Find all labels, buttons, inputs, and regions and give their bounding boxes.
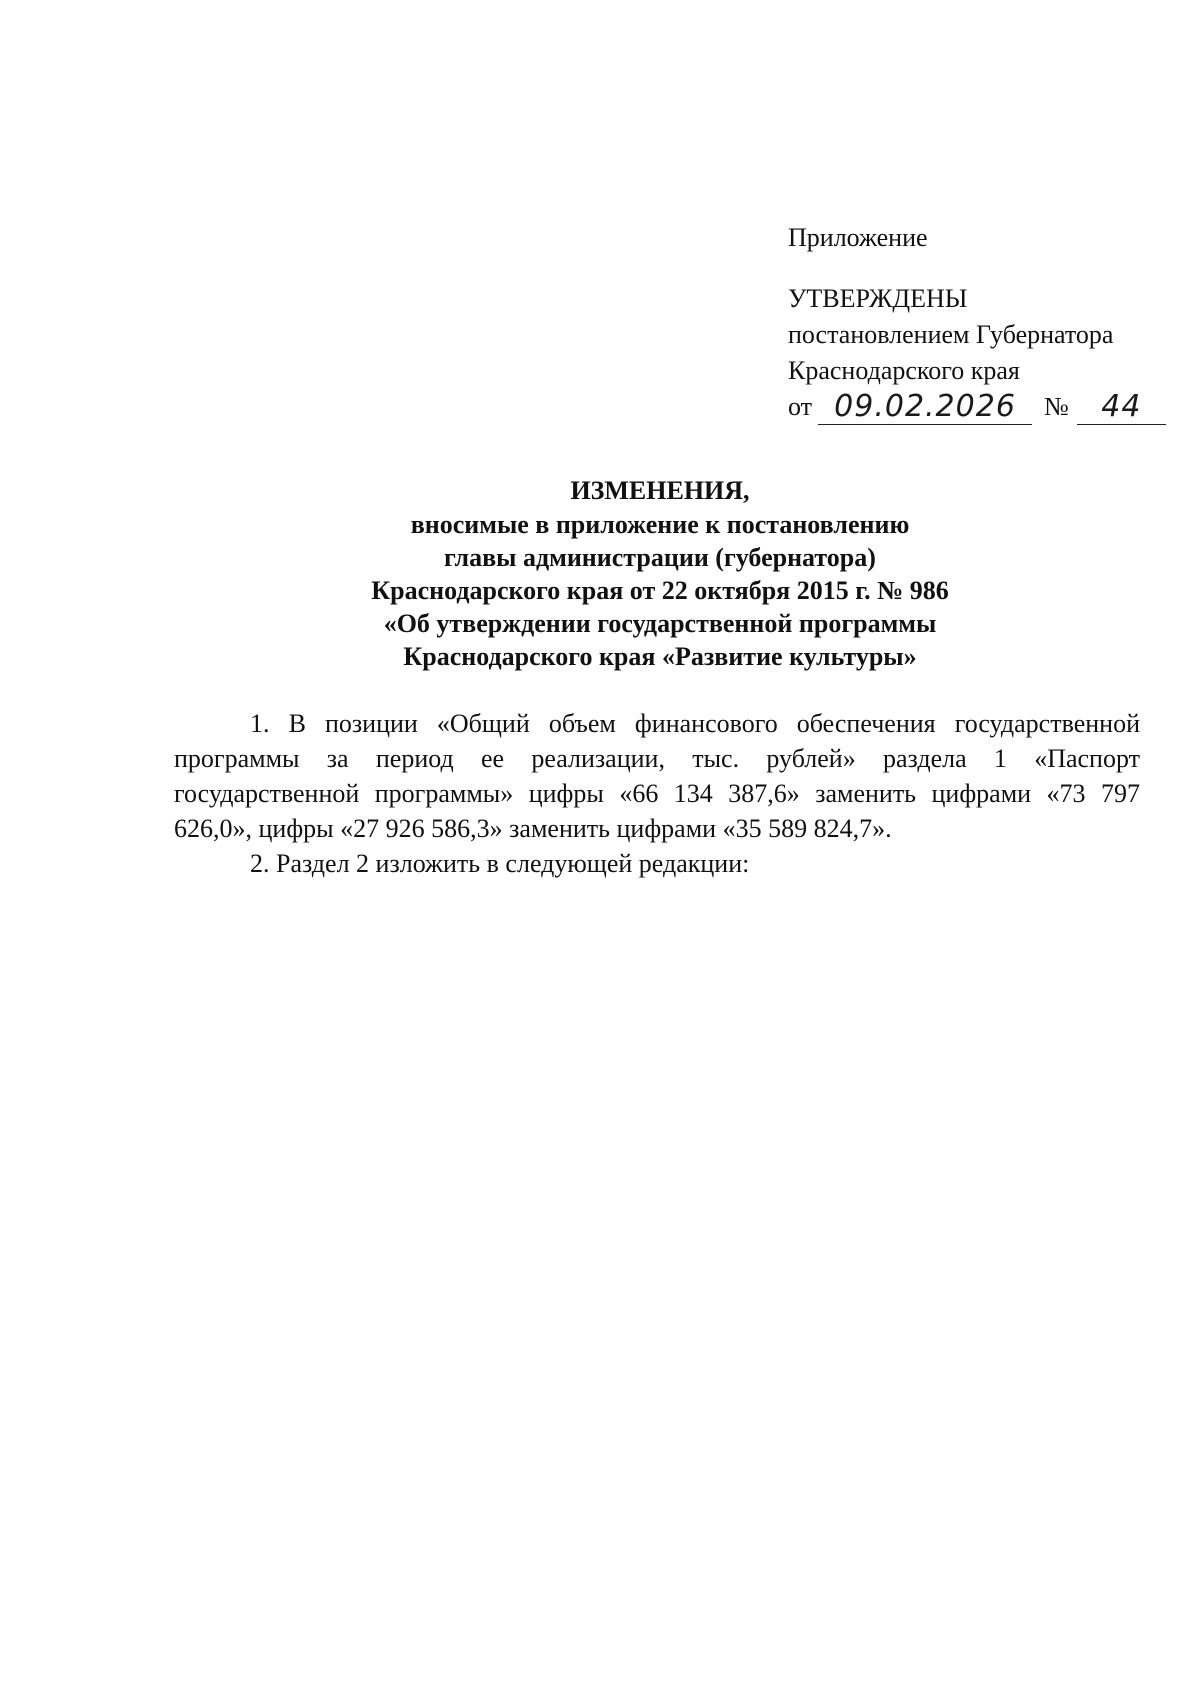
- handwritten-date: 09.02.2026: [818, 390, 1032, 425]
- title-line: вносимые в приложение к постановлению: [410, 510, 910, 539]
- document-body: [174, 706, 1140, 881]
- title-main: ИЗМЕНЕНИЯ,: [570, 476, 750, 505]
- approved-label: УТВЕРЖДЕНЫ: [788, 284, 968, 313]
- title-line: Краснодарского края «Развитие культуры»: [403, 642, 917, 671]
- date-number-line: [788, 389, 1168, 425]
- title-line: Краснодарского края от 22 октября 2015 г. № 986: [371, 576, 949, 605]
- document-title: [300, 474, 1020, 673]
- date-prefix: от: [788, 392, 813, 421]
- title-line: главы администрации (губернатора): [444, 543, 876, 572]
- paragraph-1: 1. В позиции «Общий объем финансового обеспечения государственной программы за период ее реализации, тыс. рублей» раздела 1 «Паспорт государственной программы» цифры «66 134 387,6» заменить цифрами «73 797 626,0», цифры «27 926 586,3» заменить цифрами «35 589 824,7».: [174, 709, 1140, 843]
- approval-block: [788, 220, 1168, 425]
- handwritten-number: 44: [1077, 390, 1166, 425]
- number-sign: №: [1044, 392, 1069, 421]
- title-line: «Об утверждении государственной программы: [383, 609, 937, 638]
- appendix-label: Приложение: [788, 223, 928, 252]
- approved-by-line-2: Краснодарского края: [788, 356, 1020, 385]
- paragraph-2: 2. Раздел 2 изложить в следующей редакции:: [250, 849, 750, 878]
- approved-by-line-1: постановлением Губернатора: [788, 320, 1114, 349]
